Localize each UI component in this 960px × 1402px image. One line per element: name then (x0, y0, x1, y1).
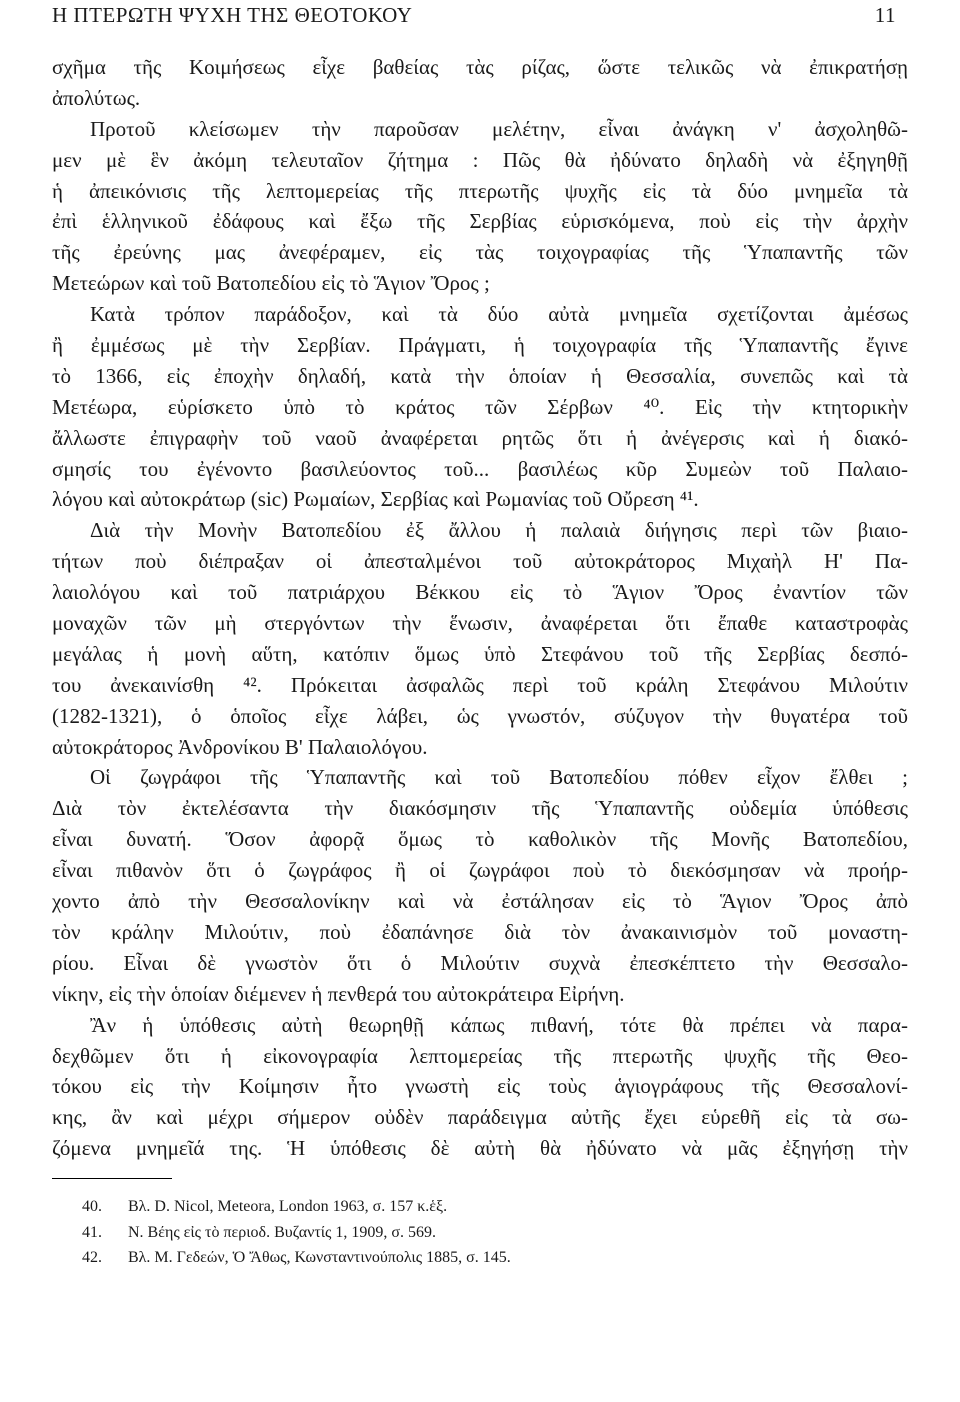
main-text (52, 52, 908, 1164)
footnote-text: Βλ. D. Nicol, Meteora, London 1963, σ. 157 κ.ἑξ. (128, 1198, 448, 1216)
running-header (52, 3, 896, 35)
footnote-number: 40. (82, 1198, 102, 1216)
text-line: ἐπὶ ἑλληνικοῦ ἐδάφους καὶ ἔξω τῆς Σερβίας εὑρισκόμενα, ποὺ εἰς τὴν ἀρχὴν (52, 209, 908, 234)
text-line: τήτων ποὺ διέπραξαν οἱ ἀπεσταλμένοι τοῦ αὐτοκράτορος Μιχαὴλ Η' Πα- (52, 549, 908, 574)
footnote-text: N. Βέης εἰς τὸ περιοδ. Βυζαντίς 1, 1909, σ. 569. (128, 1223, 437, 1241)
text-line: Μετέωρα, εὑρίσκετο ὑπὸ τὸ κράτος τῶν Σέρβων ⁴⁰. Εἰς τὴν κτητορικὴν (52, 394, 908, 419)
text-line: ρίου. Εἶναι δὲ γνωστὸν ὅτι ὁ Μιλούτιν συχνὰ ἐπεσκέπτετο τὴν Θεσσαλο- (52, 950, 908, 975)
footnote-number: 42. (82, 1249, 102, 1267)
text-line: χοντο ἀπὸ τὴν Θεσσαλονίκην καὶ νὰ ἐστάλησαν εἰς τὸ Ἅγιον Ὄρος ἀπὸ (52, 889, 908, 914)
text-line: μοναχῶν τῶν μὴ στεργόντων τὴν ἕνωσιν, ἀναφέρεται ὅτι ἔπαθε καταστροφὰς (52, 611, 908, 636)
text-line: ἀπολύτως. (52, 85, 141, 110)
text-line: εἶναι δυνατή. Ὅσον ἀφορᾷ ὅμως τὸ καθολικὸν τῆς Μονῆς Βατοπεδίου, (52, 827, 908, 852)
text-line: (1282-1321), ὁ ὁποῖος εἶχε λάβει, ὡς γνωστόν, σύζυγον τὴν θυγατέρα τοῦ (52, 703, 908, 728)
text-line: Προτοῦ κλείσωμεν τὴν παροῦσαν μελέτην, εἶναι ἀνάγκη ν' ἀσχοληθῶ- (90, 116, 908, 141)
text-line: Μετεώρων καὶ τοῦ Βατοπεδίου εἰς τὸ Ἅγιον Ὄρος ; (52, 271, 490, 296)
text-line: σμησίς του ἐγένοντο βασιλεύοντος τοῦ... βασιλέως κῦρ Συμεὼν τοῦ Παλαιο- (52, 456, 908, 481)
text-line: εἶναι πιθανὸν ὅτι ὁ ζωγράφος ἢ οἱ ζωγράφοι ποὺ τὸ διεκόσμησαν νὰ προήρ- (52, 858, 908, 883)
text-line: τὸ 1366, εἰς ἐποχὴν δηλαδή, κατὰ τὴν ὁποίαν ἡ Θεσσαλία, συνεπῶς καὶ τὰ (52, 363, 908, 388)
text-line: ἡ ἀπεικόνισις τῆς λεπτομερείας τῆς πτερωτῆς ψυχῆς εἰς τὰ δύο μνημεῖα τὰ (52, 178, 908, 203)
footnote-41 (82, 1220, 511, 1246)
text-line: Ἂν ἡ ὑπόθεσις αὐτὴ θεωρηθῇ κάπως πιθανή, τότε θὰ πρέπει νὰ παρα- (90, 1012, 908, 1037)
text-line: ζόμενα μνημεῖά της. Ἡ ὑπόθεσις δὲ αὐτὴ θὰ ἠδύνατο νὰ μᾶς ἐξηγήσῃ τὴν (52, 1136, 908, 1161)
text-line: αὐτοκράτορος Ἀνδρονίκου Β' Παλαιολόγου. (52, 734, 428, 759)
text-line: λόγου καὶ αὐτοκράτωρ (sic) Ρωμαίων, Σερβίας καὶ Ρωμανίας τοῦ Οὔρεση ⁴¹. (52, 487, 699, 512)
text-line: κης, ἂν καὶ μέχρι σήμερον οὐδὲν παράδειγμα αὐτῆς ἔχει εὑρεθῆ εἰς τὰ σω- (52, 1105, 908, 1130)
text-line: Οἱ ζωγράφοι τῆς Ὑπαπαντῆς καὶ τοῦ Βατοπεδίου πόθεν εἶχον ἔλθει ; (90, 765, 908, 790)
page-number: 11 (874, 3, 896, 27)
footnote-rule (52, 1178, 172, 1179)
footnote-number: 41. (82, 1223, 102, 1241)
text-line: τῆς ἐρεύνης μας ἀνεφέραμεν, εἰς τὰς τοιχογραφίας τῆς Ὑπαπαντῆς τῶν (52, 240, 908, 265)
footnote-40 (82, 1194, 511, 1220)
footnotes (82, 1194, 511, 1271)
running-title: Η ΠΤΕΡΩΤΗ ΨΥΧΗ ΤΗΣ ΘΕΟΤΟΚΟΥ (52, 3, 413, 27)
text-line: ἄλλωστε ἐπιγραφὴν τοῦ ναοῦ ἀναφέρεται ρητῶς ὅτι ἡ ἀνέγερσις καὶ ἡ διακό- (52, 425, 908, 450)
text-line: λαιολόγου καὶ τοῦ πατριάρχου Βέκκου εἰς τὸ Ἅγιον Ὄρος ἐναντίον τῶν (52, 580, 908, 605)
text-line: μεν μὲ ἓν ἀκόμη τελευταῖον ζήτημα : Πῶς θὰ ἠδύνατο δηλαδὴ νὰ ἐξηγηθῇ (52, 147, 908, 172)
text-line: ἢ ἐμμέσως μὲ τὴν Σερβίαν. Πράγματι, ἡ τοιχογραφία τῆς Ὑπαπαντῆς ἔγινε (52, 333, 908, 358)
text-line: Διὰ τὸν ἐκτελέσαντα τὴν διακόσμησιν τῆς Ὑπαπαντῆς οὐδεμία ὑπόθεσις (52, 796, 908, 821)
footnote-42 (82, 1245, 511, 1271)
text-line: Διὰ τὴν Μονὴν Βατοπεδίου ἐξ ἄλλου ἡ παλαιὰ διήγησις περὶ τῶν βιαιο- (90, 518, 908, 543)
text-line: μεγάλας ἡ μονὴ αὕτη, κατόπιν ὅμως ὑπὸ Στεφάνου τοῦ τῆς Σερβίας δεσπό- (52, 641, 908, 666)
text-line: Κατὰ τρόπον παράδοξον, καὶ τὰ δύο αὐτὰ μνημεῖα σχετίζονται ἀμέσως (90, 302, 908, 327)
text-line: τὸν κράλην Μιλούτιν, ποὺ ἐδαπάνησε διὰ τὸν ἀνακαινισμὸν τοῦ μοναστη- (52, 919, 908, 944)
text-line: δεχθῶμεν ὅτι ἡ εἰκονογραφία λεπτομερείας τῆς πτερωτῆς ψυχῆς τῆς Θεο- (52, 1043, 908, 1068)
text-line: σχῆμα τῆς Κοιμήσεως εἶχε βαθείας τὰς ρίζας, ὥστε τελικῶς νὰ ἐπικρατήσῃ (52, 55, 908, 79)
text-line: τόκου εἰς τὴν Κοίμησιν ἦτο γνωστὴ εἰς τοὺς ἁγιογράφους τῆς Θεσσαλονί- (52, 1074, 908, 1099)
text-line: του ἀνεκαινίσθη ⁴². Πρόκειται ἀσφαλῶς περὶ τοῦ κράλη Στεφάνου Μιλούτιν (52, 672, 908, 697)
text-line: νίκην, εἰς τὴν ὁποίαν διέμενεν ἡ πενθερά του αὐτοκράτειρα Εἰρήνη. (52, 981, 625, 1006)
footnote-text: Βλ. Μ. Γεδεών, Ὁ Ἄθως, Κωνσταντινούπολις 1885, σ. 145. (128, 1249, 511, 1267)
